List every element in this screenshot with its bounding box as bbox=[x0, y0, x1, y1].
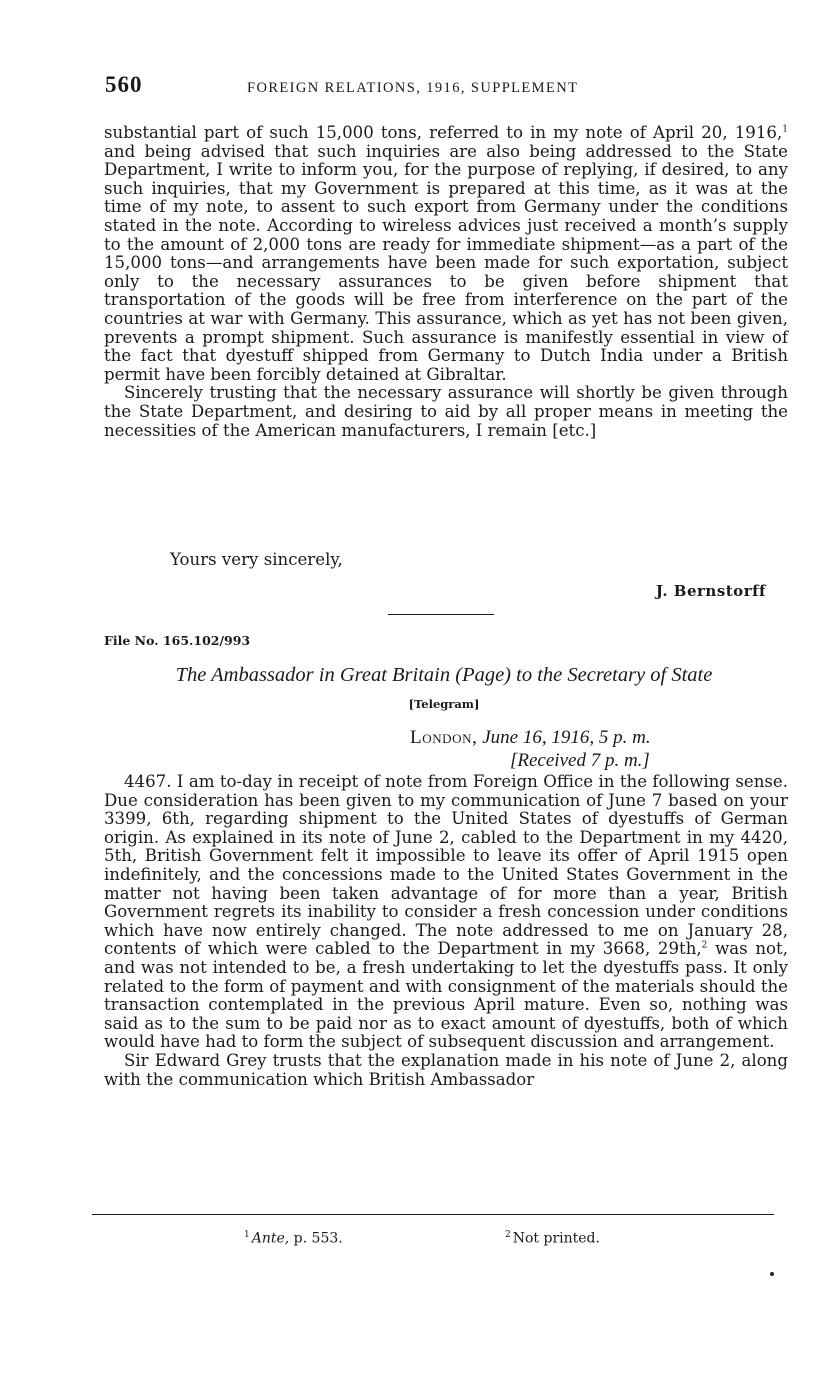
running-title: FOREIGN RELATIONS, 1916, SUPPLEMENT bbox=[247, 80, 579, 96]
valediction: Yours very sincerely, bbox=[170, 550, 343, 569]
footnote-marker: 2 bbox=[505, 1230, 511, 1240]
document-heading: The Ambassador in Great Britain (Page) to the Secretary of State bbox=[175, 664, 713, 686]
dateline bbox=[410, 727, 651, 749]
telegram-paragraph-2: Sir Edward Grey trusts that the explanation made in his note of June 2, along with the communication which British Ambassador bbox=[104, 1050, 788, 1089]
running-head bbox=[105, 72, 785, 102]
footnote-text: Not printed. bbox=[512, 1230, 600, 1247]
letter-body bbox=[104, 124, 788, 440]
footnote-marker: 1 bbox=[244, 1230, 250, 1240]
signature: J. Bernstorff bbox=[655, 582, 766, 600]
footnote-italic: Ante, bbox=[251, 1230, 290, 1247]
file-number: File No. 165.102/993 bbox=[104, 633, 251, 648]
page-number: 560 bbox=[105, 72, 143, 97]
footnote-2 bbox=[505, 1230, 600, 1247]
letter-paragraph-2: Sincerely trusting that the necessary assurance will shortly be given through the State Department, and desiring to aid by all proper means in meeting the necessities of the American manufacturers, I remain [etc.] bbox=[104, 383, 788, 440]
footnote-1 bbox=[244, 1230, 343, 1247]
section-divider bbox=[388, 614, 494, 615]
footnote-reference-1: 1 bbox=[782, 124, 788, 135]
dateline-date: June 16, 1916, 5 p. m. bbox=[482, 727, 651, 748]
footnote-text: p. 553. bbox=[289, 1230, 343, 1247]
footnote-reference-2: 2 bbox=[701, 940, 708, 951]
telegram-paragraph-1: 4467. I am to-day in receipt of note from Foreign Office in the following sense. Due consideration has been given to my communication of June 7 based on your 3399, 6th, regarding shipment to the United States of dyestuffs of German origin. As explained in its note of June 2, cabled to the Department in my 4420, 5th, British Government felt it impossible to leave its offer of April 1915 open indefinitely, and the concessions made to the United States Government in the matter not having been taken advantage of for more than a year, British Government regrets its inability to consider a fresh concession under conditions which have now entirely changed. The note addressed to me on January 28, contents of which were cabled to the Department in my 3668, 29th,$^2$ was not, and was not intended to be, a fresh undertaking to let the dyestuffs pass. It only related to the form of payment and with consignment of the materials should the transaction contemplated in the previous April mature. Even so, nothing was said as to the sum to be paid nor as to exact amount of dyestuffs, both of which would have had to form the subject of subsequent discussion and arrangement. bbox=[104, 772, 788, 1052]
telegram-body bbox=[104, 773, 788, 1089]
document-type: [Telegram] bbox=[408, 697, 480, 711]
received-time: [Received 7 p. m.] bbox=[510, 750, 650, 771]
letter-paragraph-1: substantial part of such 15,000 tons, referred to in my note of April 20, 1916,$^1$ and being advised that such inquiries are also being addressed to the State Department, I write to inform you, for the purpose of replying, if desired, to any such inquiries, that my Government is prepared at this time, as it was at the time of my note, to assent to such export from Germany under the conditions stated in the note. According to wireless advices just received a month’s supply to the amount of 2,000 tons are ready for immediate shipment—as a part of the 15,000 tons—and arrangements have been made for such exportation, subject only to the necessary assurances to be given before shipment that transportation of the goods will be free from interference on the part of the countries at war with Germany. This assurance, which as yet has not been given, prevents a prompt shipment. Such assurance is manifestly essential in view of the fact that dyestuff shipped from Germany to Dutch India under a British permit have been forcibly detained at Gibraltar. bbox=[104, 123, 788, 384]
footnote-rule bbox=[92, 1214, 774, 1215]
print-speck bbox=[770, 1272, 774, 1276]
dateline-place: London, bbox=[410, 727, 478, 748]
